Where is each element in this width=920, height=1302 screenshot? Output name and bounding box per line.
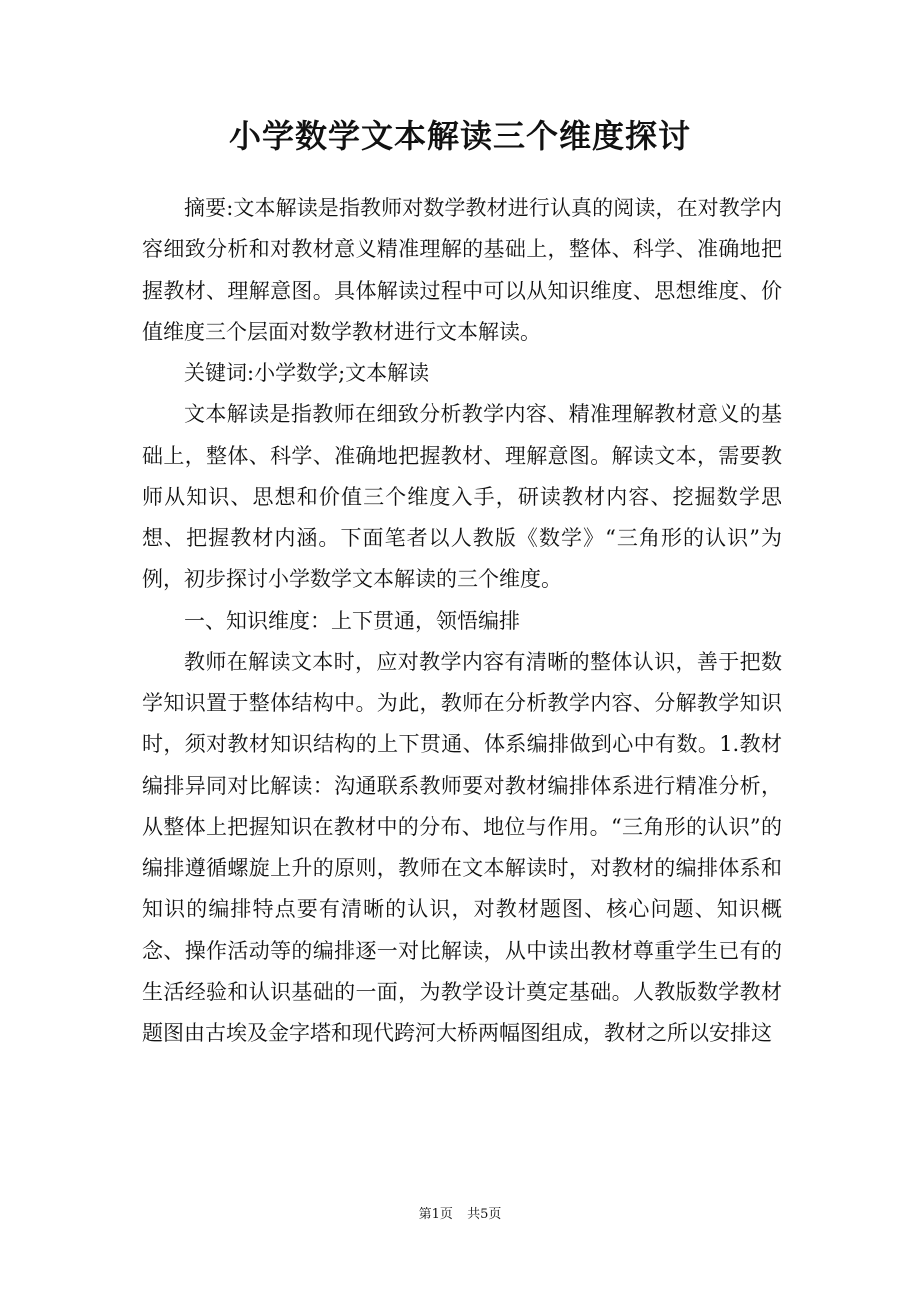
- keywords-paragraph: 关键词:小学数学;文本解读: [184, 361, 430, 385]
- intro-paragraph: 文本解读是指教师在细致分析教学内容、精准理解教材意义的基础上，整体、科学、准确地把握教材、理解意图。解读文本，需要教师从知识、思想和价值三个维度入手，研读教材内容、挖掘数学思想、把握教材内涵。下面笔者以人教版《数学》“三角形的认识”为例，初步探讨小学数学文本解读的三个维度。: [142, 402, 782, 592]
- section-heading: 一、知识维度：上下贯通，领悟编排: [184, 608, 520, 633]
- section-body-paragraph: 教师在解读文本时，应对教学内容有清晰的整体认识，善于把数学知识置于整体结构中。为此，教师在分析教学内容、分解教学知识时，须对教材知识结构的上下贯通、体系编排做到心中有数。1.教材编排异同对比解读：沟通联系教师要对教材编排体系进行精准分析，从整体上把握知识在教材中的分布、地位与作用。“三角形的认识”的编排遵循螺旋上升的原则，教师在文本解读时，对教材的编排体系和知识的编排特点要有清晰的认识，对教材题图、核心问题、知识概念、操作活动等的编排逐一对比解读，从中读出教材尊重学生已有的生活经验和认识基础的一面，为教学设计奠定基础。人教版数学教材题图由古埃及金字塔和现代跨河大桥两幅图组成，教材之所以安排这: [142, 649, 782, 1045]
- document-title: 小学数学文本解读三个维度探讨: [228, 117, 691, 155]
- document-body: [142, 188, 782, 1054]
- abstract-paragraph: 摘要:文本解读是指教师对数学教材进行认真的阅读，在对教学内容细致分析和对教材意义精准理解的基础上，整体、科学、准确地把握教材、理解意图。具体解读过程中可以从知识维度、思想维度、价值维度三个层面对数学教材进行文本解读。: [142, 196, 782, 344]
- page-footer: [0, 1205, 920, 1225]
- page-number: 第1页: [418, 1207, 453, 1222]
- page-total: 共5页: [467, 1207, 502, 1222]
